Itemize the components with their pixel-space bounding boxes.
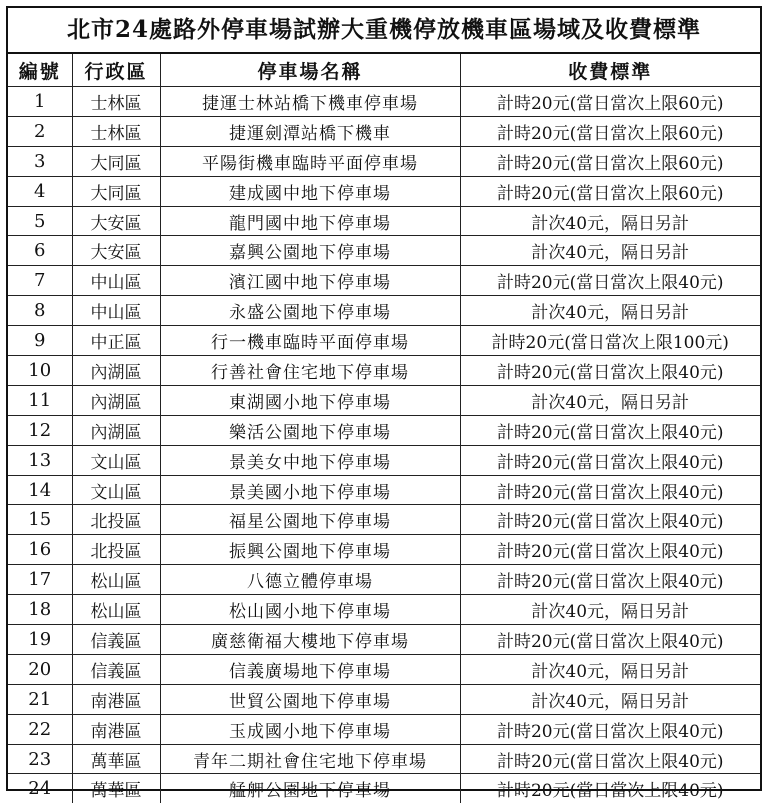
cell-district: 內湖區 [72,356,160,386]
cell-district: 士林區 [72,116,160,146]
cell-fee: 計時20元(當日當次上限40元) [460,535,760,565]
cell-name: 龍門國中地下停車場 [160,206,460,236]
cell-no: 3 [8,146,72,176]
cell-name: 世貿公園地下停車場 [160,684,460,714]
cell-fee: 計次40元，隔日另計 [460,296,760,326]
header-district: 行政區 [72,54,160,87]
cell-district: 南港區 [72,714,160,744]
cell-district: 萬華區 [72,774,160,803]
table-title: 北市24處路外停車場試辦大重機停放機車區場域及收費標準 [8,8,760,54]
cell-fee: 計次40元，隔日另計 [460,595,760,625]
table-row [8,385,760,415]
cell-no: 1 [8,87,72,117]
cell-district: 內湖區 [72,415,160,445]
table-row [8,87,760,117]
cell-no: 13 [8,445,72,475]
cell-name: 行一機車臨時平面停車場 [160,326,460,356]
cell-fee: 計時20元(當日當次上限40元) [460,475,760,505]
table-row [8,505,760,535]
table-row [8,565,760,595]
cell-name: 濱江國中地下停車場 [160,266,460,296]
cell-fee: 計次40元，隔日另計 [460,206,760,236]
cell-name: 行善社會住宅地下停車場 [160,356,460,386]
cell-name: 松山國小地下停車場 [160,595,460,625]
cell-fee: 計時20元(當日當次上限40元) [460,356,760,386]
cell-no: 17 [8,565,72,595]
table-row [8,296,760,326]
table-row [8,206,760,236]
cell-name: 嘉興公園地下停車場 [160,236,460,266]
cell-no: 7 [8,266,72,296]
cell-no: 12 [8,415,72,445]
cell-name: 振興公園地下停車場 [160,535,460,565]
table-row [8,625,760,655]
cell-district: 大同區 [72,176,160,206]
cell-name: 建成國中地下停車場 [160,176,460,206]
cell-fee: 計時20元(當日當次上限40元) [460,505,760,535]
cell-fee: 計時20元(當日當次上限40元) [460,774,760,803]
header-fee: 收費標準 [460,54,760,87]
cell-fee: 計時20元(當日當次上限40元) [460,565,760,595]
cell-name: 平陽街機車臨時平面停車場 [160,146,460,176]
table-row [8,714,760,744]
cell-no: 6 [8,236,72,266]
cell-district: 信義區 [72,654,160,684]
header-no: 編號 [8,54,72,87]
cell-no: 2 [8,116,72,146]
fee-table-sheet [6,6,762,791]
cell-name: 景美國小地下停車場 [160,475,460,505]
cell-name: 福星公園地下停車場 [160,505,460,535]
cell-district: 文山區 [72,445,160,475]
table-row [8,684,760,714]
cell-district: 北投區 [72,505,160,535]
cell-district: 內湖區 [72,385,160,415]
cell-district: 士林區 [72,87,160,117]
table-row [8,356,760,386]
cell-no: 8 [8,296,72,326]
table-row [8,415,760,445]
cell-district: 南港區 [72,684,160,714]
cell-name: 捷運士林站橋下機車停車場 [160,87,460,117]
cell-fee: 計次40元，隔日另計 [460,385,760,415]
cell-district: 文山區 [72,475,160,505]
cell-fee: 計時20元(當日當次上限60元) [460,87,760,117]
cell-no: 11 [8,385,72,415]
cell-no: 9 [8,326,72,356]
table-row [8,744,760,774]
table-row [8,535,760,565]
table-row [8,176,760,206]
cell-fee: 計時20元(當日當次上限40元) [460,714,760,744]
cell-name: 青年二期社會住宅地下停車場 [160,744,460,774]
header-row [8,54,760,87]
table-row [8,326,760,356]
cell-no: 23 [8,744,72,774]
table-row [8,146,760,176]
cell-no: 4 [8,176,72,206]
parking-fee-table [8,54,760,803]
table-row [8,236,760,266]
cell-name: 八德立體停車場 [160,565,460,595]
table-row [8,475,760,505]
cell-fee: 計次40元，隔日另計 [460,654,760,684]
cell-no: 20 [8,654,72,684]
table-row [8,654,760,684]
cell-no: 19 [8,625,72,655]
cell-fee: 計時20元(當日當次上限60元) [460,146,760,176]
cell-no: 18 [8,595,72,625]
header-name: 停車場名稱 [160,54,460,87]
cell-no: 5 [8,206,72,236]
cell-district: 大安區 [72,206,160,236]
cell-district: 松山區 [72,595,160,625]
cell-fee: 計次40元，隔日另計 [460,236,760,266]
cell-no: 15 [8,505,72,535]
table-row [8,774,760,803]
cell-district: 中山區 [72,296,160,326]
table-row [8,116,760,146]
cell-name: 艋舺公園地下停車場 [160,774,460,803]
cell-name: 廣慈衛福大樓地下停車場 [160,625,460,655]
table-body [8,87,760,803]
table-row [8,595,760,625]
cell-name: 捷運劍潭站橋下機車 [160,116,460,146]
cell-fee: 計時20元(當日當次上限60元) [460,176,760,206]
cell-district: 信義區 [72,625,160,655]
cell-district: 中山區 [72,266,160,296]
cell-fee: 計時20元(當日當次上限40元) [460,625,760,655]
cell-fee: 計時20元(當日當次上限100元) [460,326,760,356]
cell-fee: 計時20元(當日當次上限40元) [460,415,760,445]
cell-name: 信義廣場地下停車場 [160,654,460,684]
cell-district: 大安區 [72,236,160,266]
cell-fee: 計時20元(當日當次上限40元) [460,445,760,475]
cell-district: 大同區 [72,146,160,176]
table-row [8,445,760,475]
cell-fee: 計時20元(當日當次上限40元) [460,744,760,774]
table-row [8,266,760,296]
cell-name: 樂活公園地下停車場 [160,415,460,445]
cell-no: 24 [8,774,72,803]
cell-fee: 計次40元，隔日另計 [460,684,760,714]
cell-no: 16 [8,535,72,565]
cell-no: 22 [8,714,72,744]
cell-district: 萬華區 [72,744,160,774]
cell-fee: 計時20元(當日當次上限40元) [460,266,760,296]
cell-name: 玉成國小地下停車場 [160,714,460,744]
cell-no: 10 [8,356,72,386]
cell-district: 北投區 [72,535,160,565]
cell-district: 中正區 [72,326,160,356]
cell-name: 景美女中地下停車場 [160,445,460,475]
cell-fee: 計時20元(當日當次上限60元) [460,116,760,146]
cell-district: 松山區 [72,565,160,595]
cell-no: 21 [8,684,72,714]
cell-name: 永盛公園地下停車場 [160,296,460,326]
cell-no: 14 [8,475,72,505]
cell-name: 東湖國小地下停車場 [160,385,460,415]
